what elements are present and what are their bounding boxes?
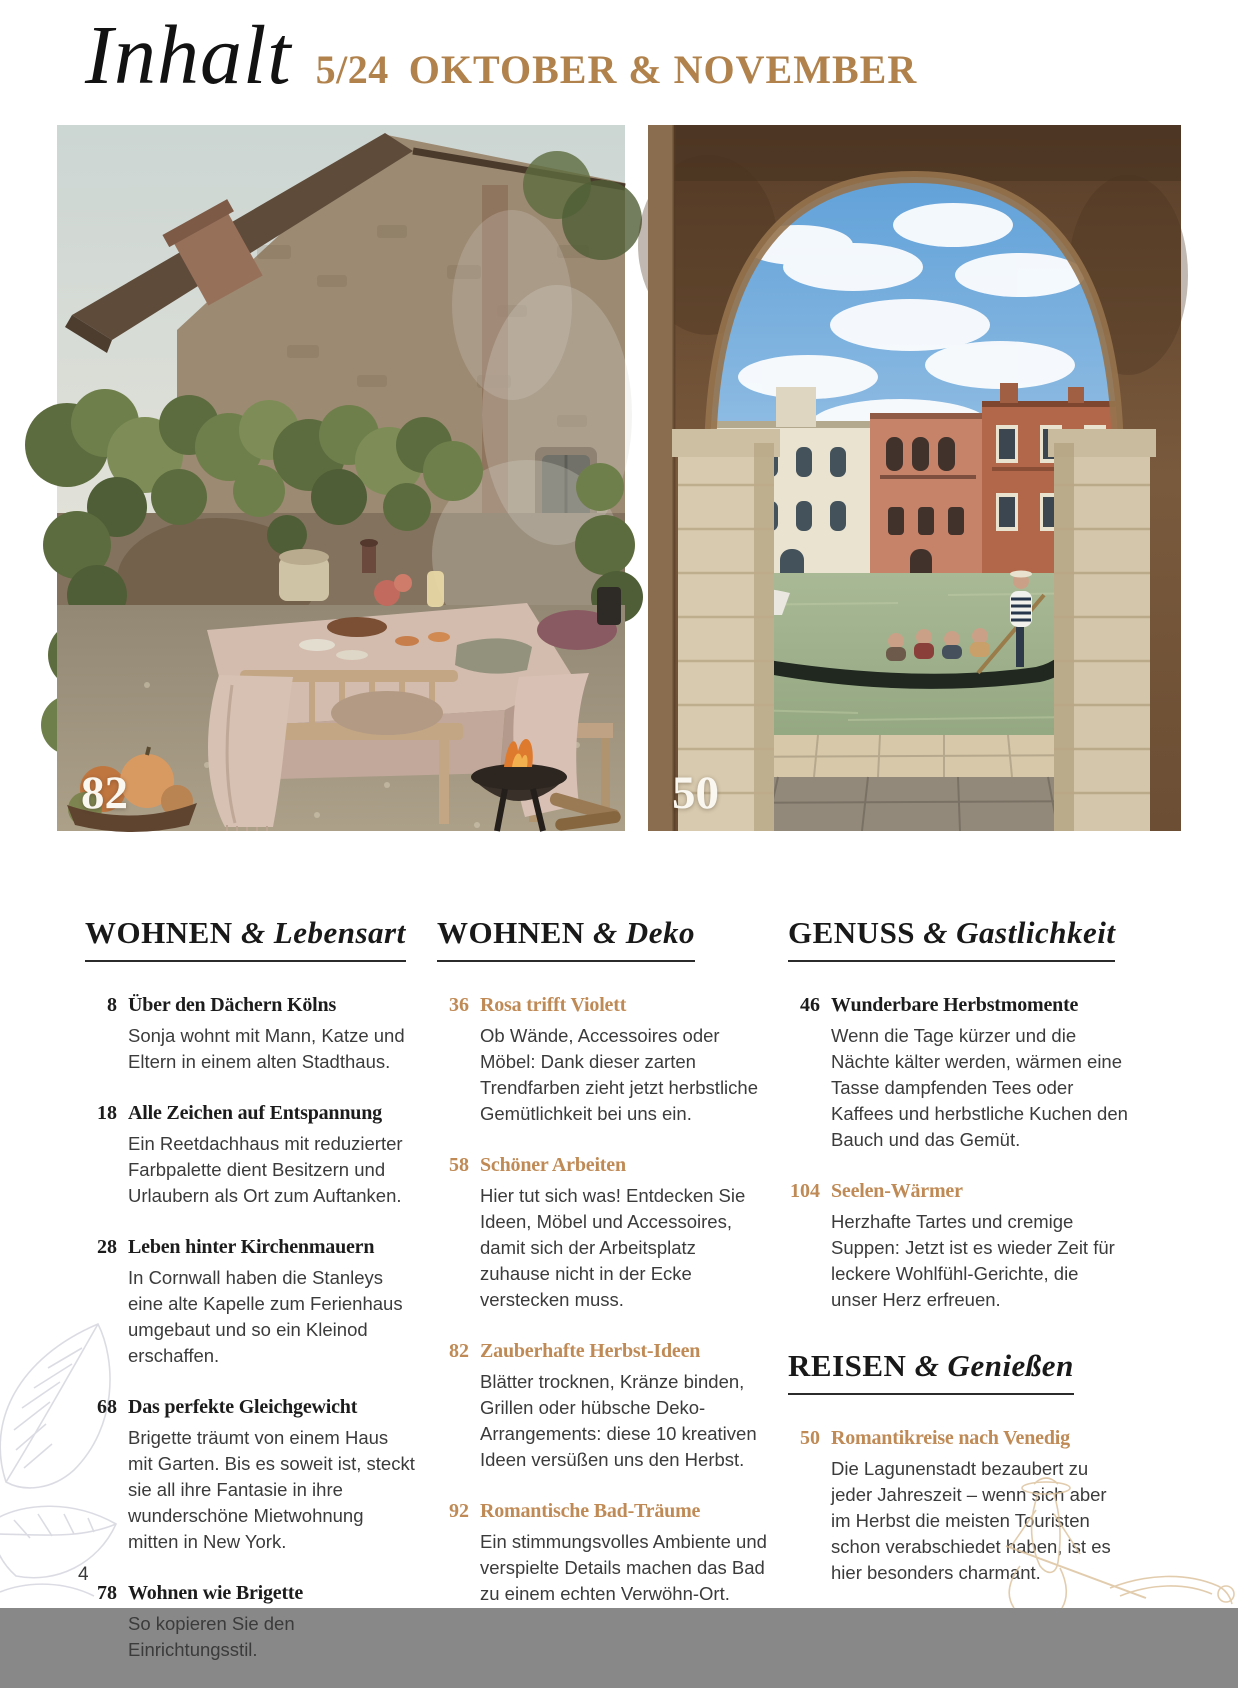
toc-item [437,1498,767,1607]
contents-column-2 [437,916,767,1632]
toc-item-title: Seelen-Wärmer [831,1180,963,1203]
venice-illustration [648,125,1181,831]
toc-item-page-number: 92 [449,1500,469,1523]
toc-item-description: Brigette träumt von einem Haus mit Garten. Bis es soweit ist, steckt sie all ihre Fantasie in ihre wunderschöne Mietwohnung mitten in New York. [128,1427,415,1553]
toc-item-page-number: 28 [97,1236,117,1259]
toc-item-title: Alle Zeichen auf Entspannung [128,1102,382,1125]
toc-item-page-number: 18 [97,1102,117,1125]
toc-item-body [480,992,767,1127]
toc-item-page-number: 36 [449,994,469,1017]
toc-item-body [480,1338,767,1473]
toc-item-description: Die Lagunenstadt bezaubert zu jeder Jahreszeit – wenn sich aber im Herbst die meisten Touristen schon verabschiedet haben, ist es hier besonders charmant. [831,1458,1111,1584]
photo-venice-arch [648,125,1181,831]
toc-item-body [128,1580,415,1663]
toc-item-page-number: 82 [449,1340,469,1363]
photo-page-ref: 82 [81,767,128,819]
toc-item-description: In Cornwall haben die Stanleys eine alte Kapelle zum Ferienhaus umgebaut und so ein Kleinod erschaffen. [128,1267,403,1367]
toc-item-title: Leben hinter Kirchenmauern [128,1236,375,1259]
issue-period: OKTOBER & NOVEMBER [408,47,918,92]
toc-item-body [128,1394,415,1555]
toc-section [788,916,1128,1313]
section-heading-italic: & Lebensart [240,915,406,950]
section-heading-italic: & Gastlichkeit [923,915,1116,950]
section-heading [788,1349,1074,1395]
toc-item-title: Das perfekte Gleichgewicht [128,1396,358,1419]
toc-item-page-number: 68 [97,1396,117,1419]
toc-item-page-number: 104 [790,1180,820,1203]
toc-item [437,1152,767,1313]
toc-item-page-number: 46 [800,994,820,1017]
toc-item-description: Ein stimmungsvolles Ambiente und verspielte Details machen das Bad zu einem echten Verwöhn-Ort. [480,1531,767,1605]
toc-item-body [128,1234,415,1369]
toc-item-page-number: 58 [449,1154,469,1177]
section-heading-main: WOHNEN [85,915,241,950]
section-heading [437,916,695,962]
toc-item-page-number: 50 [800,1427,820,1450]
toc-item-description: Ein Reetdachhaus mit reduzierter Farbpalette dient Besitzern und Urlaubern als Ort zum Auftanken. [128,1133,403,1207]
toc-item [788,1178,1128,1313]
toc-item [85,992,415,1075]
toc-item-title: Über den Dächern Kölns [128,994,337,1017]
toc-item-page-number: 8 [107,994,117,1017]
photo-garden-dining [57,125,625,831]
toc-section [437,916,767,1607]
toc-item-description: Herzhafte Tartes und cremige Suppen: Jetzt ist es wieder Zeit für leckere Wohlfühl-Gerichte, die unser Herz erfreuen. [831,1211,1115,1311]
toc-item-title: Romantikreise nach Venedig [831,1427,1070,1450]
leaf-sketch [0,1272,164,1608]
section-heading-main: WOHNEN [437,915,593,950]
gondolier-sketch [950,1470,1236,1608]
page-title: Inhalt [85,9,292,102]
toc-item-body [128,992,415,1075]
toc-item-body [128,1100,415,1209]
toc-item-description: Sonja wohnt mit Mann, Katze und Eltern in einem alten Stadthaus. [128,1025,405,1073]
toc-item-body [480,1498,767,1607]
section-heading-main: GENUSS [788,915,924,950]
issue-number: 5/24 [315,47,389,92]
toc-item-title: Schöner Arbeiten [480,1154,626,1177]
toc-item-title: Romantische Bad-Träume [480,1500,701,1523]
toc-item-body [831,992,1128,1153]
toc-item-description: Blätter trocknen, Kränze binden, Grillen oder hübsche Deko-Arrangements: diese 10 kreativen Ideen versüßen uns den Herbst. [480,1371,757,1471]
toc-item-title: Zauberhafte Herbst-Ideen [480,1340,701,1363]
toc-item-body [480,1152,767,1313]
toc-item-page-number: 78 [97,1582,117,1605]
toc-item [437,992,767,1127]
toc-item [85,1100,415,1209]
toc-item-title: Wunderbare Herbstmomente [831,994,1079,1017]
toc-item-description: Wenn die Tage kürzer und die Nächte kälter werden, wärmen eine Tasse dampfenden Tees oder Kaffees und herbstliche Kuchen den Bauch und das Gemüt. [831,1025,1128,1151]
section-heading-italic: & Genießen [914,1348,1074,1384]
toc-item [437,1338,767,1473]
section-heading-italic: & Deko [592,915,695,950]
section-heading [85,916,406,962]
toc-item-body [831,1178,1128,1313]
toc-item-description: So kopieren Sie den Einrichtungsstil. [128,1613,295,1661]
section-heading [788,916,1115,962]
photo-page-ref: 50 [672,767,719,819]
toc-item [788,992,1128,1153]
toc-item-description: Hier tut sich was! Entdecken Sie Ideen, Möbel und Accessoires, damit sich der Arbeitsplatz zuhause nicht in der Ecke verstecken muss. [480,1185,746,1311]
toc-item-description: Ob Wände, Accessoires oder Möbel: Dank dieser zarten Trendfarben zieht jetzt herbstliche Gemütlichkeit bei uns ein. [480,1025,758,1125]
toc-item-title: Wohnen wie Brigette [128,1582,304,1605]
masthead [85,9,918,102]
toc-item-title: Rosa trifft Violett [480,994,627,1017]
section-heading-main: REISEN [788,1348,915,1384]
garden-illustration [57,125,625,831]
page-number: 4 [78,1564,89,1585]
